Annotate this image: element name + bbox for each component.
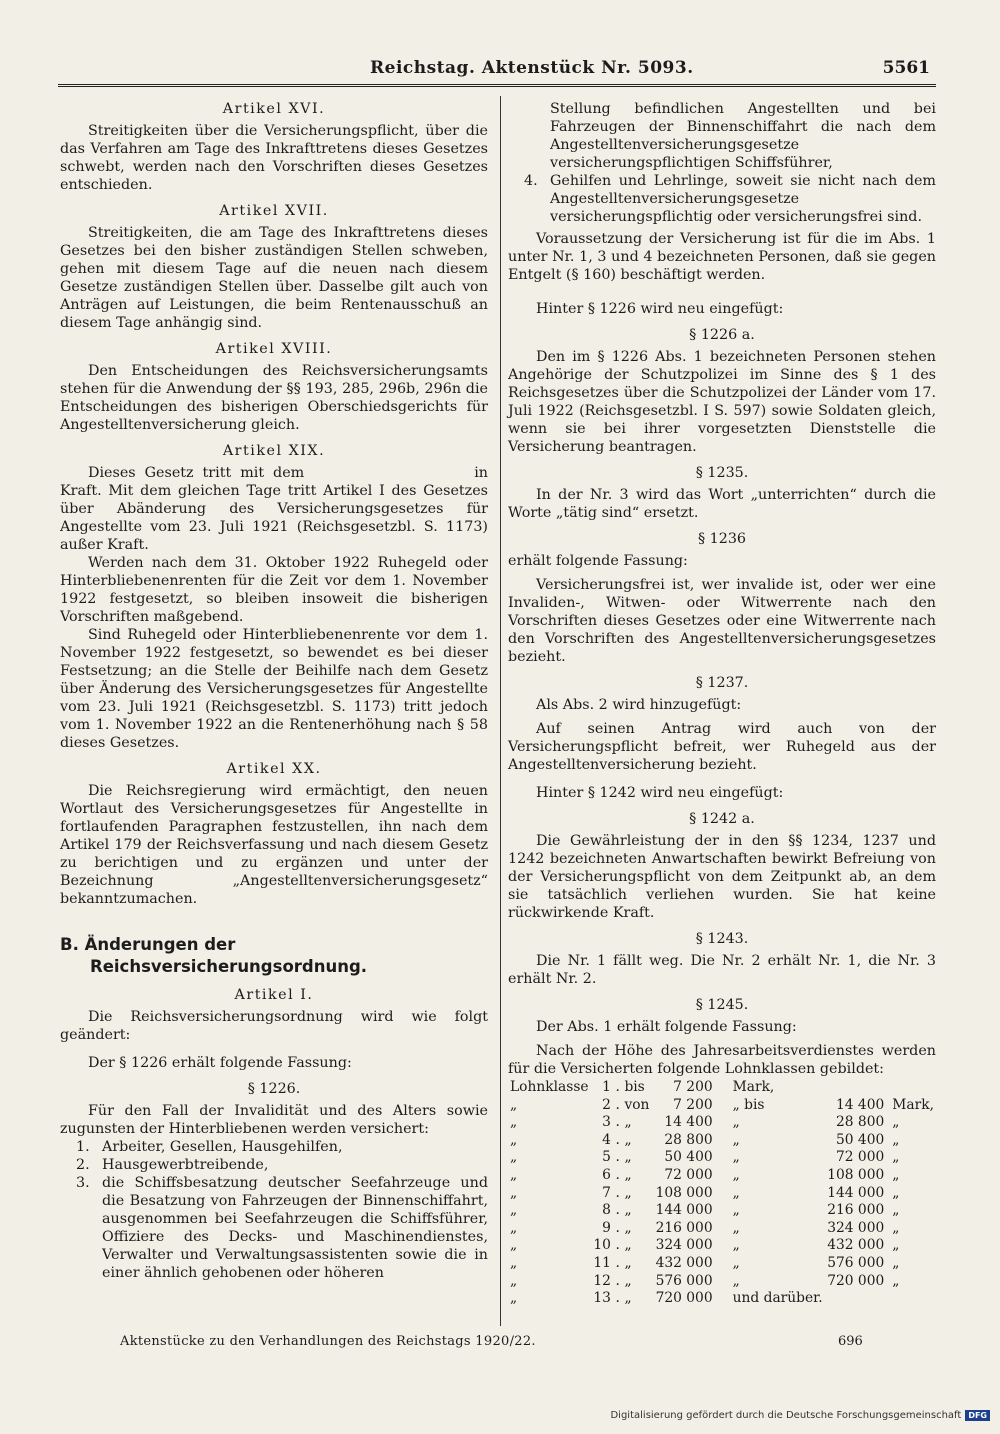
paragraph: Die Gewährleistung der in den §§ 1234, 1237 und 1242 bezeichneten Anwartschaften bewirkt Befreiung von der Versicherungspflicht von dem Zeitpunkt ab, an dem sie tatsächlich verliehen wurden. Sie hat keine rückwirkende Kraft. [508, 833, 936, 921]
table-row [508, 1079, 936, 1097]
table-cell: 216 000 [827, 1202, 885, 1219]
left-column [60, 100, 488, 1282]
text-fragment: Dieses Gesetz tritt mit dem [88, 465, 305, 481]
table-cell: 9 [602, 1219, 611, 1236]
paragraph: Den im § 1226 Abs. 1 bezeichneten Personen stehen Angehörige der Schutzpolizei im Sinne des § 1 des Reichsgesetzes über die Schutzpolizei der Länder vom 17. Juli 1922 (Reichsgesetzbl. I S. 597) sowie Soldaten gleich, wenn sie bei ihrer vorgesetzten Dienststelle die Versicherung beantragen. [508, 349, 936, 455]
paragraph: Streitigkeiten über die Versicherungspflicht, über die das Verfahren am Tage des Inkrafttretens dieses Gesetzes schwebt, werden nach den Vorschriften dieses Gesetzes entschieden. [60, 123, 488, 193]
table-cell: „ [892, 1202, 900, 1219]
paragraph-heading: § 1236 [697, 531, 747, 547]
digitization-credit [610, 1410, 990, 1421]
list-number: 3. [76, 1175, 90, 1191]
table-cell: „ [624, 1254, 632, 1271]
table-cell: „ [892, 1114, 900, 1131]
table-cell: 8 [602, 1202, 611, 1219]
table-row [508, 1185, 936, 1203]
dfg-logo-icon: DFG [965, 1410, 990, 1421]
table-cell: 720 000 [655, 1290, 713, 1307]
list-text: Gehilfen und Lehrlinge, soweit sie nicht nach dem Angestelltenversicherungsgesetze versicherungspflichtig oder versicherungsfrei sind. [550, 173, 936, 225]
table-cell: 11 [593, 1254, 611, 1271]
table-cell: „ [624, 1131, 632, 1148]
table-cell: . [615, 1079, 620, 1095]
table-cell: „ [624, 1290, 632, 1307]
right-column [508, 100, 936, 1308]
table-cell: „ [732, 1131, 740, 1148]
paragraph-heading: § 1243. [695, 931, 749, 947]
paragraph-heading: § 1226 a. [689, 327, 755, 343]
list-item [60, 1156, 488, 1174]
paragraph: Voraussetzung der Versicherung ist für die im Abs. 1 unter Nr. 1, 3 und 4 bezeichneten Personen, daß sie gegen Entgelt (§ 160) beschäftigt werden. [508, 231, 936, 283]
paragraph: Der § 1226 erhält folgende Fassung: [88, 1055, 352, 1071]
text-fragment: Kraft. Mit dem gleichen Tage tritt Artikel I des Gesetzes über Abänderung des Versicherungsgesetzes für Angestellte vom 23. Juli 1921 (Reichsgesetzbl. S. 1173) außer Kraft. [60, 483, 488, 553]
table-cell: „ [892, 1166, 900, 1183]
credit-text: Digitalisierung gefördert durch die Deutsche Forschungsgemeinschaft [610, 1410, 962, 1421]
table-cell: „ [892, 1131, 900, 1148]
table-cell: „ [510, 1166, 518, 1183]
table-cell: „ [624, 1166, 632, 1183]
table-cell: 144 000 [655, 1202, 713, 1219]
table-row [508, 1167, 936, 1185]
table-cell: 28 800 [835, 1114, 885, 1131]
list-number: 4. [524, 173, 538, 189]
paragraph: Den Entscheidungen des Reichsversicherungsamts stehen für die Anwendung der §§ 193, 285, 296b, 296n die Entscheidungen des bisherigen Oberschiedsgerichts für Angestelltenversicherung gleich. [60, 363, 488, 433]
table-cell: 4 [602, 1131, 611, 1148]
table-cell: Mark, [892, 1096, 934, 1113]
list-continuation: Stellung befindlichen Angestellten und bei Fahrzeugen der Binnenschiffahrt die nach dem Angestelltenversicherungsgesetze versicherungspflichtigen Schiffsführer, [550, 101, 936, 171]
table-cell: 324 000 [827, 1219, 885, 1236]
table-cell: und darüber. [732, 1290, 823, 1307]
paragraph: Die Reichsversicherungsordnung wird wie folgt geändert: [60, 1009, 488, 1043]
article-heading: Artikel XVIII. [215, 341, 333, 357]
column-divider [500, 96, 501, 1326]
table-cell: „ [624, 1272, 632, 1289]
table-cell: . [615, 1184, 620, 1201]
table-cell: „ [892, 1149, 900, 1166]
table-cell: „ [624, 1184, 632, 1201]
table-cell: „ bis [732, 1096, 765, 1113]
paragraph: Streitigkeiten, die am Tage des Inkrafttretens dieses Gesetzes bei den bisher zuständigen Stellen schweben, gehen mit diesem Tage auf die neuen nach diesem Gesetze zuständigen Stellen über. Dasselbe gilt auch von Anträgen auf Leistungen, die beim Rentenausschuß an diesem Tage anhängig sind. [60, 225, 488, 331]
table-row [508, 1149, 936, 1167]
table-cell: 14 400 [664, 1114, 713, 1131]
table-cell: „ [732, 1202, 740, 1219]
table-cell: 50 400 [664, 1149, 713, 1166]
table-cell: „ [732, 1114, 740, 1131]
paragraph-heading: § 1242 a. [689, 811, 755, 827]
table-row [508, 1273, 936, 1291]
paragraph-heading: § 1226. [247, 1081, 301, 1097]
document-title: Reichstag. Aktenstück Nr. 5093. [370, 58, 694, 78]
table-cell: 576 000 [827, 1254, 885, 1271]
table-cell: 50 400 [835, 1131, 885, 1148]
table-cell: „ [892, 1219, 900, 1236]
table-cell: . [615, 1272, 620, 1289]
list-text: Hausgewerbtreibende, [102, 1157, 269, 1173]
paragraph: erhält folgende Fassung: [508, 553, 688, 569]
paragraph: Die Nr. 1 fällt weg. Die Nr. 2 erhält Nr. 1, die Nr. 3 erhält Nr. 2. [508, 953, 936, 987]
table-cell: 1 [602, 1079, 611, 1095]
paragraph: Die Reichsregierung wird ermächtigt, den neuen Wortlaut des Versicherungsgesetzes für Angestellte in fortlaufenden Paragraphen festzustellen, ihn nach dem Artikel 179 der Reichsverfassung und nach diesem Gesetz zu berichtigen und zu ergänzen und unter der Bezeichnung „Angestelltenversicherungsgesetz“ bekanntzumachen. [60, 783, 488, 907]
table-cell: 7 [602, 1184, 611, 1201]
article-heading: Artikel I. [234, 987, 314, 1003]
table-cell: . [615, 1096, 620, 1113]
table-cell: 28 800 [664, 1131, 713, 1148]
table-cell: „ [732, 1272, 740, 1289]
list-item [60, 1138, 488, 1156]
table-cell: 720 000 [827, 1272, 885, 1289]
table-cell: 108 000 [827, 1166, 885, 1183]
paragraph: Der Abs. 1 erhält folgende Fassung: [536, 1019, 797, 1035]
table-row [508, 1114, 936, 1132]
section-heading: B. Änderungen der Reichsversicherungsordnung. [60, 935, 368, 976]
table-cell: „ [732, 1254, 740, 1271]
list-number: 2. [76, 1157, 90, 1173]
table-row [508, 1237, 936, 1255]
table-cell: „ [510, 1290, 518, 1307]
table-cell: . [615, 1202, 620, 1219]
table-cell: 13 [593, 1290, 611, 1307]
table-cell: 108 000 [655, 1184, 713, 1201]
insured-persons-list [60, 1138, 488, 1282]
table-cell: 10 [593, 1237, 611, 1254]
table-cell: . [615, 1114, 620, 1131]
table-cell: 7 200 [673, 1096, 713, 1113]
table-row [508, 1132, 936, 1150]
table-cell: „ [510, 1219, 518, 1236]
table-cell: 6 [602, 1166, 611, 1183]
list-item [508, 172, 936, 226]
table-cell: 432 000 [655, 1254, 713, 1271]
table-cell: 7 200 [673, 1079, 713, 1095]
paragraph: Hinter § 1226 wird neu eingefügt: [536, 301, 784, 317]
table-cell: von [624, 1096, 650, 1113]
list-number: 1. [76, 1139, 90, 1155]
table-cell: „ [892, 1272, 900, 1289]
table-cell: . [615, 1131, 620, 1148]
paragraph [60, 464, 488, 554]
table-row [508, 1220, 936, 1238]
table-cell: . [615, 1166, 620, 1183]
paragraph: Hinter § 1242 wird neu eingefügt: [536, 785, 784, 801]
table-cell: „ [892, 1237, 900, 1254]
paragraph: Werden nach dem 31. Oktober 1922 Ruhegeld oder Hinterbliebenenrenten für die Zeit vor dem 1. November 1922 festgesetzt, so bleiben insoweit die bisherigen Vorschriften maßgebend. [60, 555, 488, 625]
paragraph: Nach der Höhe des Jahresarbeitsverdienstes werden für die Versicherten folgende Lohnklassen gebildet: [508, 1043, 936, 1077]
paragraph: Auf seinen Antrag wird auch von der Versicherungspflicht befreit, wer Ruhegeld aus der Angestelltenversicherung bezieht. [508, 721, 936, 773]
table-row [508, 1097, 936, 1115]
paragraph-heading: § 1245. [695, 997, 749, 1013]
table-cell: bis [624, 1079, 645, 1095]
paragraph: In der Nr. 3 wird das Wort „unterrichten“ durch die Worte „tätig sind“ ersetzt. [508, 487, 936, 521]
table-cell: „ [510, 1114, 518, 1131]
table-cell: . [615, 1237, 620, 1254]
table-cell: „ [892, 1254, 900, 1271]
table-cell: „ [624, 1149, 632, 1166]
table-cell: „ [510, 1254, 518, 1271]
table-cell: „ [624, 1219, 632, 1236]
table-cell: „ [732, 1219, 740, 1236]
table-cell: 14 400 [835, 1096, 885, 1113]
table-cell: . [615, 1149, 620, 1166]
table-cell: „ [510, 1202, 518, 1219]
table-cell: „ [892, 1184, 900, 1201]
table-cell: . [615, 1254, 620, 1271]
table-row [508, 1202, 936, 1220]
table-cell: Mark, [732, 1079, 775, 1095]
paragraph: Sind Ruhegeld oder Hinterbliebenenrente vor dem 1. November 1922 festgesetzt, so bewendet es bei dieser Festsetzung; an die Stelle der Beihilfe nach dem Gesetz über Änderung des Versicherungsgesetzes für Angestellte vom 23. Juli 1921 (Reichsgesetzbl. S. 1173) tritt jedoch vom 1. November 1922 an die Rentenerhöhung nach § 58 dieses Gesetzes. [60, 627, 488, 751]
table-cell: 216 000 [655, 1219, 713, 1236]
paragraph-heading: § 1237. [695, 675, 749, 691]
paragraph-heading: § 1235. [695, 465, 749, 481]
text-fragment: in [474, 465, 488, 481]
table-cell: „ [732, 1166, 740, 1183]
table-cell: 5 [602, 1149, 611, 1166]
table-cell [886, 1290, 936, 1308]
table-cell [886, 1079, 936, 1097]
paragraph: Als Abs. 2 wird hinzugefügt: [536, 697, 742, 713]
table-cell: „ [732, 1149, 740, 1166]
table-cell: Lohnklasse [510, 1079, 589, 1095]
page-number: 5561 [882, 58, 930, 78]
list-text: die Schiffsbesatzung deutscher Seefahrzeuge und die Besatzung von Fahrzeugen der Binnenschiffahrt, ausgenommen bei Seefahrzeugen die Schiffsführer, Offiziere des Decks- und Maschinendienstes, Verwalter und Verwaltungsassistenten sowie die in einer ähnlich gehobenen oder höheren [102, 1175, 488, 1281]
wage-class-table [508, 1079, 936, 1308]
table-cell: 144 000 [827, 1184, 885, 1201]
table-row [508, 1255, 936, 1273]
table-cell: „ [510, 1272, 518, 1289]
table-cell: „ [510, 1131, 518, 1148]
table-cell: „ [732, 1184, 740, 1201]
article-heading: Artikel XIX. [222, 443, 326, 459]
table-cell [825, 1290, 887, 1308]
footer-sheet-number: 696 [838, 1334, 863, 1349]
table-cell: 324 000 [655, 1237, 713, 1254]
table-cell: 2 [602, 1096, 611, 1113]
table-cell: „ [510, 1096, 518, 1113]
article-heading: Artikel XVI. [222, 101, 326, 117]
footer-series-title: Aktenstücke zu den Verhandlungen des Reichstags 1920/22. [120, 1334, 536, 1349]
paragraph: Für den Fall der Invalidität und des Alters sowie zugunsten der Hinterbliebenen werden versichert: [60, 1103, 488, 1137]
table-cell: 72 000 [835, 1149, 885, 1166]
table-cell: „ [510, 1184, 518, 1201]
table-cell: „ [732, 1237, 740, 1254]
table-cell: 432 000 [827, 1237, 885, 1254]
article-heading: Artikel XVII. [219, 203, 329, 219]
insured-persons-list-cont [508, 172, 936, 226]
table-cell [825, 1079, 887, 1097]
table-cell: „ [510, 1237, 518, 1254]
table-row [508, 1290, 936, 1308]
table-cell: „ [624, 1237, 632, 1254]
table-cell: . [615, 1219, 620, 1236]
header-rule [58, 84, 936, 87]
table-cell: 72 000 [664, 1166, 713, 1183]
table-cell: „ [624, 1202, 632, 1219]
table-cell: „ [624, 1114, 632, 1131]
table-cell: 3 [602, 1114, 611, 1131]
table-cell: . [615, 1290, 620, 1307]
table-cell: 12 [593, 1272, 611, 1289]
table-cell: „ [510, 1149, 518, 1166]
list-item [60, 1174, 488, 1282]
table-cell: 576 000 [655, 1272, 713, 1289]
list-text: Arbeiter, Gesellen, Hausgehilfen, [102, 1139, 343, 1155]
paragraph: Versicherungsfrei ist, wer invalide ist, oder wer eine Invaliden-, Witwen- oder Witwerrente nach den Vorschriften dieses Gesetzes oder eine Witwerrente nach den Vorschriften des Angestelltenversicherungsgesetzes bezieht. [508, 577, 936, 665]
article-heading: Artikel XX. [226, 761, 322, 777]
